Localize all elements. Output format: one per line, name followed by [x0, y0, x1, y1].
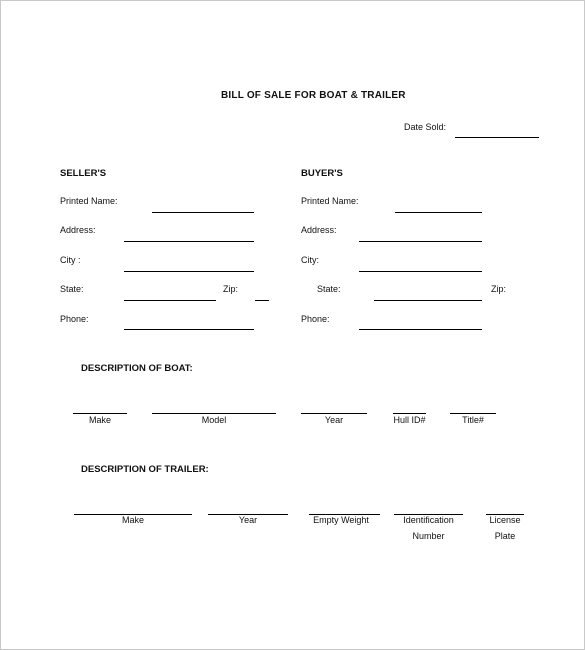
buyer-phone-field[interactable]: [359, 329, 482, 330]
buyer-state-label: State:: [317, 284, 341, 294]
buyer-state-field[interactable]: [374, 300, 482, 301]
seller-address-label: Address:: [60, 225, 96, 235]
buyer-printed-name-label: Printed Name:: [301, 196, 359, 206]
buyer-city-field[interactable]: [359, 271, 482, 272]
seller-heading: SELLER'S: [60, 168, 107, 179]
document-title: BILL OF SALE FOR BOAT & TRAILER: [221, 90, 406, 101]
boat-model-caption: Model: [201, 415, 227, 425]
boat-hull-id-caption: Hull ID#: [393, 415, 426, 425]
seller-zip-label: Zip:: [223, 284, 239, 294]
buyer-zip-label: Zip:: [491, 284, 507, 294]
buyer-phone-label: Phone:: [301, 314, 330, 324]
trailer-license-plate-caption: License Plate: [489, 515, 521, 541]
boat-year-caption: Year: [324, 415, 344, 425]
buyer-printed-name-field[interactable]: [395, 212, 482, 213]
seller-phone-label: Phone:: [60, 314, 89, 324]
seller-state-field[interactable]: [124, 300, 216, 301]
boat-description-heading: DESCRIPTION OF BOAT:: [81, 363, 193, 374]
boat-title-number-caption: Title#: [462, 415, 484, 425]
buyer-address-label: Address:: [301, 225, 337, 235]
seller-city-label: City :: [60, 255, 81, 265]
seller-phone-field[interactable]: [124, 329, 254, 330]
buyer-heading: BUYER'S: [301, 168, 343, 179]
trailer-make-caption: Make: [121, 515, 144, 525]
seller-state-label: State:: [60, 284, 84, 294]
date-sold-field[interactable]: [455, 137, 539, 138]
trailer-year-caption: Year: [238, 515, 258, 525]
trailer-identification-number-caption: Identification Number: [403, 515, 454, 541]
seller-zip-field[interactable]: [255, 300, 269, 301]
buyer-city-label: City:: [301, 255, 319, 265]
trailer-empty-weight-caption: Empty Weight: [313, 515, 369, 525]
boat-make-caption: Make: [88, 415, 111, 425]
seller-printed-name-field[interactable]: [152, 212, 254, 213]
seller-city-field[interactable]: [124, 271, 254, 272]
date-sold-label: Date Sold:: [404, 122, 447, 132]
seller-address-field[interactable]: [124, 241, 254, 242]
seller-printed-name-label: Printed Name:: [60, 196, 118, 206]
trailer-description-heading: DESCRIPTION OF TRAILER:: [81, 464, 209, 475]
buyer-address-field[interactable]: [359, 241, 482, 242]
